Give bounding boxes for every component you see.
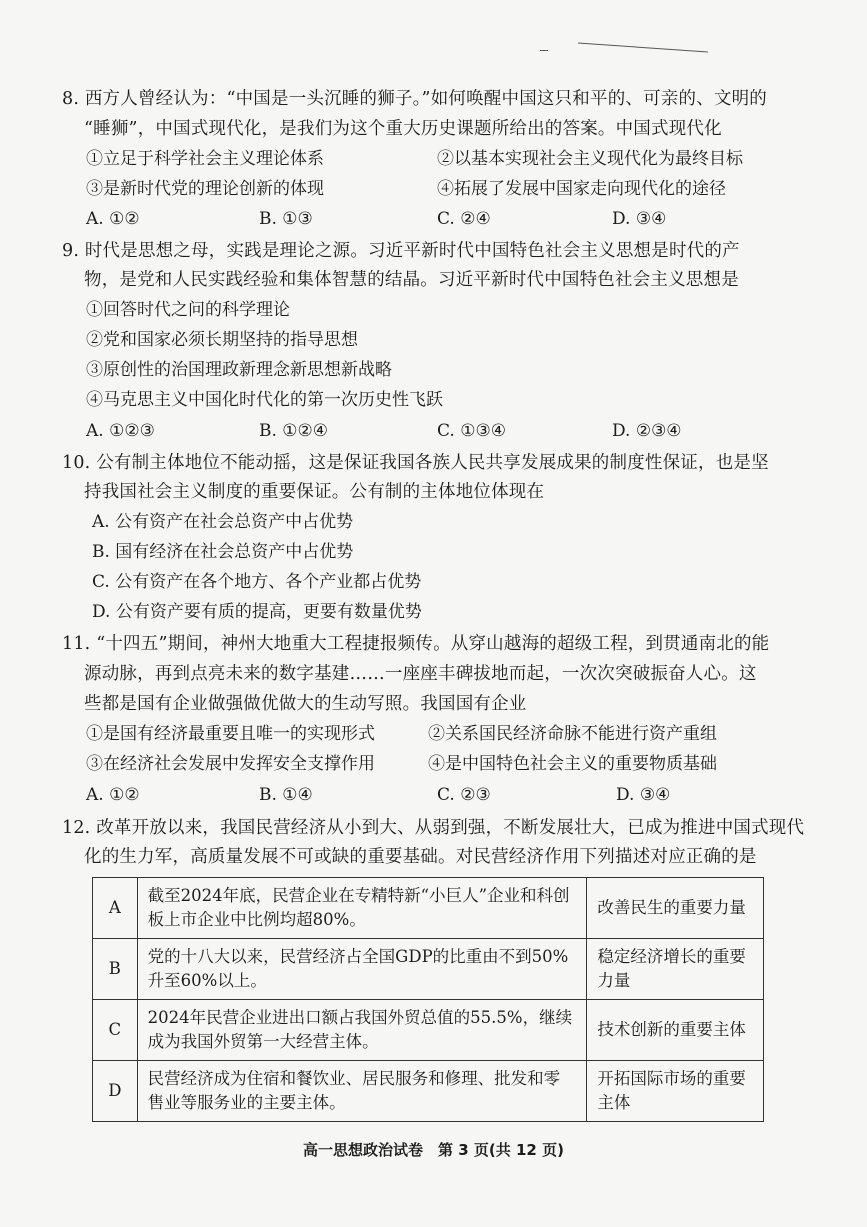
- q8-stem-1: 8. 西方人曾经认为：“中国是一头沉睡的狮子。”如何唤醒中国这只和平的、可亲的、文明的: [62, 89, 767, 109]
- q11-answer-c: C. ②③: [437, 785, 491, 805]
- q8-item-3: ③是新时代党的理论创新的体现: [86, 179, 324, 199]
- q10-option-d: D. 公有资产要有质的提高，更要有数量优势: [92, 602, 422, 622]
- table-row: [93, 1061, 764, 1122]
- q10-option-c: C. 公有资产在各个地方、各个产业都占优势: [92, 572, 422, 592]
- row-label: B: [93, 939, 138, 1000]
- row-label: D: [93, 1061, 138, 1122]
- q9-answer-d: D. ②③④: [612, 421, 682, 441]
- q9-item-4: ④马克思主义中国化时代化的第一次历史性飞跃: [86, 390, 443, 410]
- row-description: 截至2024年底，民营企业在专精特新“小巨人”企业和科创板上市企业中比例均超80%。: [137, 878, 587, 939]
- row-description: 民营经济成为住宿和餐饮业、居民服务和修理、批发和零售业等服务业的主要主体。: [137, 1061, 587, 1122]
- q10-option-b: B. 国有经济在社会总资产中占优势: [92, 542, 354, 562]
- row-effect: 开拓国际市场的重要主体: [587, 1061, 764, 1122]
- q11-stem-2: 源动脉，再到点亮未来的数字基建……一座座丰碑拔地而起，一次次突破振奋人心。这: [84, 664, 757, 684]
- q11-item-2: ②关系国民经济命脉不能进行资产重组: [428, 724, 717, 744]
- q9-item-2: ②党和国家必须长期坚持的指导思想: [86, 330, 358, 350]
- q8-answer-c: C. ②④: [437, 209, 491, 229]
- q11-item-3: ③在经济社会发展中发挥安全支撑作用: [86, 754, 375, 774]
- q10-stem-1: 10. 公有制主体地位不能动摇，这是保证我国各族人民共享发展成果的制度性保证，也是坚: [62, 453, 769, 473]
- q10-stem-2: 持我国社会主义制度的重要保证。公有制的主体地位体现在: [84, 482, 545, 502]
- q9-answer-b: B. ①②④: [259, 421, 329, 441]
- q8-item-4: ④拓展了发展中国家走向现代化的途径: [437, 179, 726, 199]
- top-pen-line: [578, 42, 708, 52]
- q8-stem-2: “睡狮”，中国式现代化，是我们为这个重大历史课题所给出的答案。中国式现代化: [84, 119, 722, 139]
- row-description: 2024年民营企业进出口额占我国外贸总值的55.5%，继续成为我国外贸第一大经营主体。: [137, 1000, 587, 1061]
- row-label: A: [93, 878, 138, 939]
- q10-option-a: A. 公有资产在社会总资产中占优势: [92, 512, 354, 532]
- q11-item-4: ④是中国特色社会主义的重要物质基础: [428, 754, 717, 774]
- table-row: [93, 1000, 764, 1061]
- q8-answer-a: A. ①②: [86, 209, 140, 229]
- q8-item-2: ②以基本实现社会主义现代化为最终目标: [437, 149, 743, 169]
- q11-answer-a: A. ①②: [86, 785, 140, 805]
- q9-stem-1: 9. 时代是思想之母，实践是理论之源。习近平新时代中国特色社会主义思想是时代的产: [62, 241, 740, 261]
- q9-item-1: ①回答时代之问的科学理论: [86, 300, 290, 320]
- q12-stem-1: 12. 改革开放以来，我国民营经济从小到大、从弱到强，不断发展壮大，已成为推进中国式现代: [62, 818, 805, 838]
- row-description: 党的十八大以来，民营经济占全国GDP的比重由不到50%升至60%以上。: [137, 939, 587, 1000]
- table-row: [93, 878, 764, 939]
- top-pen-mark: [540, 50, 548, 51]
- row-effect: 改善民生的重要力量: [587, 878, 764, 939]
- q11-stem-3: 些都是国有企业做强做优做大的生动写照。我国国有企业: [84, 694, 527, 714]
- page-footer: 高一思想政治试卷 第 3 页(共 12 页): [303, 1141, 564, 1159]
- q12-stem-2: 化的生力军，高质量发展不可或缺的重要基础。对民营经济作用下列描述对应正确的是: [84, 847, 757, 867]
- row-label: C: [93, 1000, 138, 1061]
- q11-answer-d: D. ③④: [616, 785, 671, 805]
- q8-answer-d: D. ③④: [612, 209, 667, 229]
- row-effect: 技术创新的重要主体: [587, 1000, 764, 1061]
- row-effect: 稳定经济增长的重要力量: [587, 939, 764, 1000]
- q9-answer-a: A. ①②③: [86, 421, 155, 441]
- table-row: [93, 939, 764, 1000]
- q9-item-3: ③原创性的治国理政新理念新思想新战略: [86, 360, 392, 380]
- q11-answer-b: B. ①④: [259, 785, 313, 805]
- q8-item-1: ①立足于科学社会主义理论体系: [86, 149, 324, 169]
- q11-stem-1: 11. “十四五”期间，神州大地重大工程捷报频传。从穿山越海的超级工程，到贯通南北的能: [62, 634, 770, 654]
- q9-stem-2: 物，是党和人民实践经验和集体智慧的结晶。习近平新时代中国特色社会主义思想是: [84, 270, 739, 290]
- q12-options-table: [92, 877, 764, 1122]
- q9-answer-c: C. ①③④: [437, 421, 506, 441]
- q8-answer-b: B. ①③: [259, 209, 313, 229]
- q11-item-1: ①是国有经济最重要且唯一的实现形式: [86, 724, 375, 744]
